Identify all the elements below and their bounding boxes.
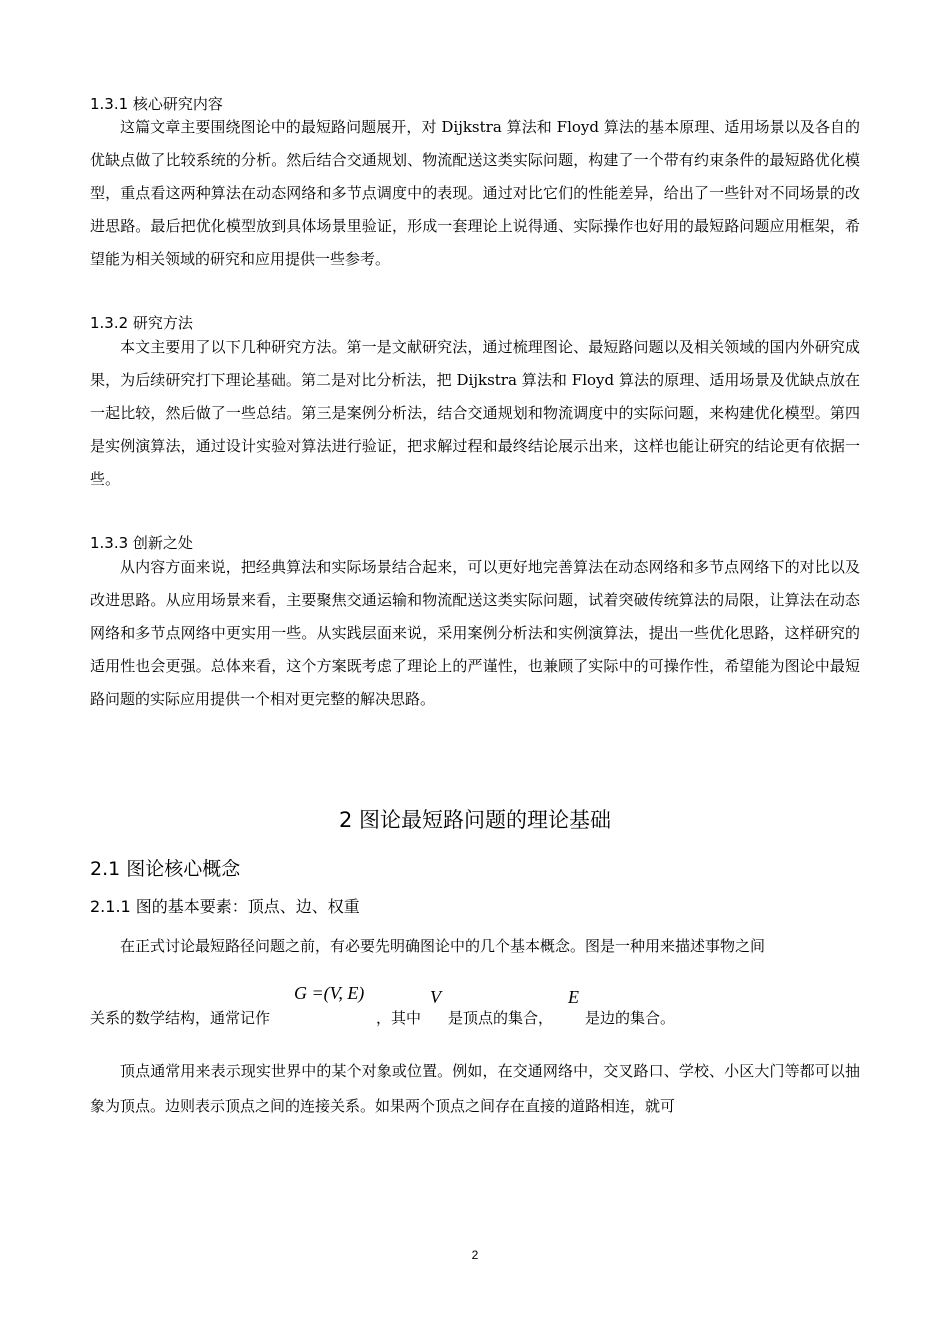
section-heading-1-3-2: 1.3.2 研究方法 [90, 314, 193, 332]
formula-graph-definition: G =(V, E) [294, 983, 365, 1003]
paragraph-graph-intro-line2d: 是边的集合。 [585, 1009, 676, 1027]
formula-edge-set: E [568, 987, 579, 1007]
paragraph-graph-intro-line1: 在正式讨论最短路径问题之前，有必要先明确图论中的几个基本概念。图是一种用来描述事物之间 [120, 937, 766, 955]
section-heading-2-1: 2.1 图论核心概念 [90, 858, 241, 880]
paragraph-core-research: 这篇文章主要围绕图论中的最短路问题展开，对 Dijkstra 算法和 Floyd 算法的基本原理、适用场景以及各自的优缺点做了比较系统的分析。然后结合交通规划、物流配送这类实际问题，构建了一个带有约束条件的最短路优化模型，重点看这两种算法在动态网络和多节点调度中的表现。通过对比它们的性能差异，给出了一些针对不同场景的改进思路。最后把优化模型放到具体场景里验证，形成一套理论上说得通、实际操作也好用的最短路问题应用框架，希望能为相关领域的研究和应用提供一些参考。 [90, 118, 860, 268]
paragraph-graph-intro-line2a: 关系的数学结构，通常记作 [90, 1009, 271, 1027]
section-heading-1-3-1: 1.3.1 核心研究内容 [90, 95, 223, 113]
section-heading-2-1-1: 2.1.1 图的基本要素：顶点、边、权重 [90, 897, 360, 916]
paragraph-graph-intro-line2b: ，其中 [376, 1009, 422, 1027]
paragraph-vertices-edges: 顶点通常用来表示现实世界中的某个对象或位置。例如，在交通网络中，交叉路口、学校、小区大门等都可以抽象为顶点。边则表示顶点之间的连接关系。如果两个顶点之间存在直接的道路相连，就可 [90, 1062, 860, 1115]
paragraph-graph-intro-line2c: 是顶点的集合， [448, 1009, 554, 1027]
section-heading-1-3-3: 1.3.3 创新之处 [90, 534, 193, 552]
formula-vertex-set: V [430, 987, 441, 1007]
page-number: 2 [471, 1248, 479, 1262]
chapter-title: 2 图论最短路问题的理论基础 [338, 808, 612, 832]
paragraph-innovation: 从内容方面来说，把经典算法和实际场景结合起来，可以更好地完善算法在动态网络和多节点网络下的对比以及改进思路。从应用场景来看，主要聚焦交通运输和物流配送这类实际问题，试着突破传统算法的局限，让算法在动态网络和多节点网络中更实用一些。从实践层面来说，采用案例分析法和实例演算法，提出一些优化思路，这样研究的适用性也会更强。总体来看，这个方案既考虑了理论上的严谨性，也兼顾了实际中的可操作性，希望能为图论中最短路问题的实际应用提供一个相对更完整的解决思路。 [90, 558, 860, 708]
paragraph-research-methods: 本文主要用了以下几种研究方法。第一是文献研究法，通过梳理图论、最短路问题以及相关领域的国内外研究成果，为后续研究打下理论基础。第二是对比分析法，把 Dijkstra 算法和 Floyd 算法的原理、适用场景及优缺点放在一起比较，然后做了一些总结。第三是案例分析法，结合交通规划和物流调度中的实际问题，来构建优化模型。第四是实例演算法，通过设计实验对算法进行验证，把求解过程和最终结论展示出来，这样也能让研究的结论更有依据一些。 [90, 338, 860, 488]
